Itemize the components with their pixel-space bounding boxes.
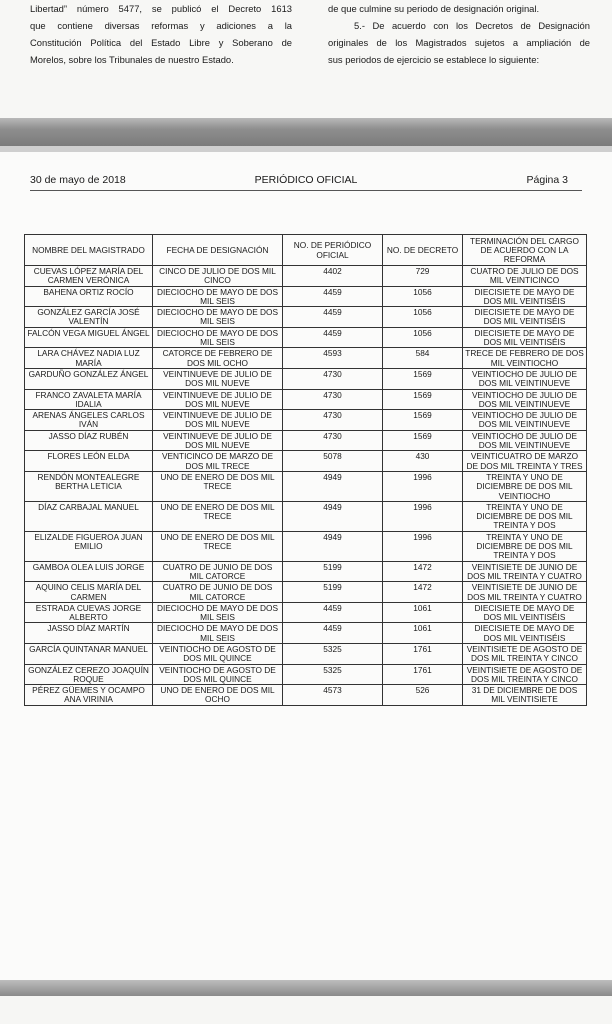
term-end-cell: VEINTIOCHO DE JULIO DE DOS MIL VEINTINUEVE [463,389,587,410]
table-header-row [25,235,587,266]
magistrate-name-cell: GONZÁLEZ GARCÍA JOSÉ VALENTÍN [25,307,153,328]
table-row [25,348,587,369]
periodico-number-cell: 4402 [283,266,383,287]
table-row [25,643,587,664]
periodico-number-cell: 5325 [283,643,383,664]
magistrate-name-cell: ELIZALDE FIGUEROA JUAN EMILIO [25,531,153,561]
text-line: sus periodos de ejercicio se establece lo siguiente: [328,54,540,65]
periodico-number-cell: 4459 [283,623,383,644]
periodico-number-cell: 4949 [283,531,383,561]
table-row [25,389,587,410]
designation-date-cell: DIECIOCHO DE MAYO DE DOS MIL SEIS [153,286,283,307]
table-row [25,430,587,451]
term-end-cell: TREINTA Y UNO DE DICIEMBRE DE DOS MIL TREINTA Y DOS [463,531,587,561]
table-row [25,410,587,431]
designation-date-cell: DIECIOCHO DE MAYO DE DOS MIL SEIS [153,623,283,644]
decree-number-cell: 1996 [383,531,463,561]
table-body [25,266,587,706]
periodico-number-cell: 4459 [283,307,383,328]
periodico-number-cell: 4730 [283,410,383,431]
periodico-number-cell: 4949 [283,501,383,531]
magistrate-name-cell: FRANCO ZAVALETA MARÍA IDALIA [25,389,153,410]
periodico-number-cell: 4730 [283,430,383,451]
text-line: 5.- De acuerdo con los Decretos de Designación [354,20,590,31]
decree-number-cell: 1761 [383,664,463,685]
text-line: originales de los Magistrados sujetos a ampliación de [328,37,590,48]
magistrate-name-cell: PÉREZ GÜEMES Y OCAMPO ANA VIRINIA [25,685,153,706]
magistrate-name-cell: GARCÍA QUINTANAR MANUEL [25,643,153,664]
table-row [25,664,587,685]
text-line: que contiene diversas reformas y adiciones a la [30,20,292,31]
term-end-cell: VEINTIOCHO DE JULIO DE DOS MIL VEINTINUEVE [463,410,587,431]
designation-date-cell: UNO DE ENERO DE DOS MIL TRECE [153,471,283,501]
column-header: TERMINACIÓN DEL CARGO DE ACUERDO CON LA REFORMA [463,235,587,266]
decree-number-cell: 1569 [383,368,463,389]
periodico-number-cell: 4593 [283,348,383,369]
column-header: NOMBRE DEL MAGISTRADO [25,235,153,266]
periodico-number-cell: 5325 [283,664,383,685]
magistrate-name-cell: AQUINO CELIS MARÍA DEL CARMEN [25,582,153,603]
previous-page-left-column [30,0,292,68]
periodico-number-cell: 4459 [283,327,383,348]
decree-number-cell: 1996 [383,471,463,501]
designation-date-cell: DIECIOCHO DE MAYO DE DOS MIL SEIS [153,307,283,328]
designation-date-cell: CUATRO DE JUNIO DE DOS MIL CATORCE [153,561,283,582]
term-end-cell: VEINTISIETE DE JUNIO DE DOS MIL TREINTA Y CUATRO [463,582,587,603]
term-end-cell: VEINTISIETE DE AGOSTO DE DOS MIL TREINTA Y CINCO [463,664,587,685]
designation-date-cell: VEINTINUEVE DE JULIO DE DOS MIL NUEVE [153,368,283,389]
periodico-number-cell: 4730 [283,368,383,389]
previous-page-fragment [0,0,612,118]
decree-number-cell: 1761 [383,643,463,664]
table-row [25,266,587,287]
header-rule [30,190,582,191]
magistrates-table [24,234,587,706]
designation-date-cell: UNO DE ENERO DE DOS MIL OCHO [153,685,283,706]
decree-number-cell: 1569 [383,410,463,431]
designation-date-cell: CUATRO DE JUNIO DE DOS MIL CATORCE [153,582,283,603]
table-row [25,602,587,623]
term-end-cell: CUATRO DE JULIO DE DOS MIL VEINTICINCO [463,266,587,287]
magistrate-name-cell: FALCÓN VEGA MIGUEL ÁNGEL [25,327,153,348]
table-row [25,685,587,706]
column-header: NO. DE PERIÓDICO OFICIAL [283,235,383,266]
decree-number-cell: 1472 [383,561,463,582]
table-row [25,451,587,472]
designation-date-cell: CINCO DE JULIO DE DOS MIL CINCO [153,266,283,287]
magistrate-name-cell: FLORES LEÓN ELDA [25,451,153,472]
table-row [25,501,587,531]
designation-date-cell: VENTICINCO DE MARZO DE DOS MIL TRECE [153,451,283,472]
table-row [25,623,587,644]
document-page [0,152,612,980]
decree-number-cell: 1569 [383,430,463,451]
designation-date-cell: VEINTINUEVE DE JULIO DE DOS MIL NUEVE [153,389,283,410]
term-end-cell: VEINTIOCHO DE JULIO DE DOS MIL VEINTINUEVE [463,368,587,389]
decree-number-cell: 1056 [383,286,463,307]
magistrate-name-cell: GONZÁLEZ CEREZO JOAQUÍN ROQUE [25,664,153,685]
table-row [25,286,587,307]
designation-date-cell: DIECIOCHO DE MAYO DE DOS MIL SEIS [153,602,283,623]
designation-date-cell: VEINTIOCHO DE AGOSTO DE DOS MIL QUINCE [153,664,283,685]
term-end-cell: DIECISIETE DE MAYO DE DOS MIL VEINTISÉIS [463,286,587,307]
designation-date-cell: UNO DE ENERO DE DOS MIL TRECE [153,501,283,531]
periodico-number-cell: 5199 [283,582,383,603]
term-end-cell: VEINTISIETE DE AGOSTO DE DOS MIL TREINTA Y CINCO [463,643,587,664]
term-end-cell: VEINTISIETE DE JUNIO DE DOS MIL TREINTA Y CUATRO [463,561,587,582]
term-end-cell: TRECE DE FEBRERO DE DOS MIL VEINTIOCHO [463,348,587,369]
header-date: 30 de mayo de 2018 [30,174,126,186]
table-row [25,471,587,501]
decree-number-cell: 584 [383,348,463,369]
magistrate-name-cell: LARA CHÁVEZ NADIA LUZ MARÍA [25,348,153,369]
header-page-number: Página 3 [526,174,568,186]
periodico-number-cell: 4459 [283,286,383,307]
periodico-number-cell: 4573 [283,685,383,706]
magistrate-name-cell: CUEVAS LÓPEZ MARÍA DEL CARMEN VERÓNICA [25,266,153,287]
term-end-cell: VEINTICUATRO DE MARZO DE DOS MIL TREINTA Y TRES [463,451,587,472]
table-row [25,327,587,348]
term-end-cell: DIECISIETE DE MAYO DE DOS MIL VEINTISÉIS [463,327,587,348]
table-row [25,531,587,561]
table-row [25,368,587,389]
periodico-number-cell: 4730 [283,389,383,410]
text-line: Morelos, sobre los Tribunales de nuestro Estado. [30,54,234,65]
term-end-cell: VEINTIOCHO DE JULIO DE DOS MIL VEINTINUEVE [463,430,587,451]
designation-date-cell: UNO DE ENERO DE DOS MIL TRECE [153,531,283,561]
periodico-number-cell: 4949 [283,471,383,501]
decree-number-cell: 430 [383,451,463,472]
designation-date-cell: VEINTINUEVE DE JULIO DE DOS MIL NUEVE [153,430,283,451]
decree-number-cell: 526 [383,685,463,706]
magistrate-name-cell: BAHENA ORTIZ ROCÍO [25,286,153,307]
decree-number-cell: 1996 [383,501,463,531]
magistrate-name-cell: ARENAS ÁNGELES CARLOS IVÁN [25,410,153,431]
page-separator [0,980,612,996]
table-row [25,582,587,603]
decree-number-cell: 1056 [383,307,463,328]
text-line: de que culmine su periodo de designación original. [328,3,540,14]
magistrate-name-cell: JASSO DÍAZ RUBÉN [25,430,153,451]
next-page-fragment [0,996,612,1024]
column-header: FECHA DE DESIGNACIÓN [153,235,283,266]
page-header [30,174,582,190]
designation-date-cell: VEINTIOCHO DE AGOSTO DE DOS MIL QUINCE [153,643,283,664]
decree-number-cell: 1569 [383,389,463,410]
term-end-cell: DIECISIETE DE MAYO DE DOS MIL VEINTISÉIS [463,602,587,623]
magistrate-name-cell: JASSO DÍAZ MARTÍN [25,623,153,644]
periodico-number-cell: 5199 [283,561,383,582]
text-line: Libertad” número 5477, se publicó el Decreto 1613 [30,3,292,14]
magistrate-name-cell: DÍAZ CARBAJAL MANUEL [25,501,153,531]
header-title: PERIÓDICO OFICIAL [254,174,358,186]
magistrate-name-cell: GAMBOA OLEA LUIS JORGE [25,561,153,582]
decree-number-cell: 1061 [383,623,463,644]
periodico-number-cell: 5078 [283,451,383,472]
table-row [25,307,587,328]
page-separator [0,118,612,146]
text-line: Constitución Política del Estado Libre y Soberano de [30,37,292,48]
periodico-number-cell: 4459 [283,602,383,623]
designation-date-cell: CATORCE DE FEBRERO DE DOS MIL OCHO [153,348,283,369]
table-row [25,561,587,582]
previous-page-right-column [328,0,590,68]
decree-number-cell: 1472 [383,582,463,603]
magistrate-name-cell: RENDÓN MONTEALEGRE BERTHA LETICIA [25,471,153,501]
designation-date-cell: DIECIOCHO DE MAYO DE DOS MIL SEIS [153,327,283,348]
term-end-cell: 31 DE DICIEMBRE DE DOS MIL VEINTISIETE [463,685,587,706]
designation-date-cell: VEINTINUEVE DE JULIO DE DOS MIL NUEVE [153,410,283,431]
term-end-cell: DIECISIETE DE MAYO DE DOS MIL VEINTISÉIS [463,307,587,328]
magistrate-name-cell: GARDUÑO GONZÁLEZ ÁNGEL [25,368,153,389]
magistrate-name-cell: ESTRADA CUEVAS JORGE ALBERTO [25,602,153,623]
term-end-cell: TREINTA Y UNO DE DICIEMBRE DE DOS MIL VEINTIOCHO [463,471,587,501]
decree-number-cell: 1061 [383,602,463,623]
column-header: NO. DE DECRETO [383,235,463,266]
term-end-cell: TREINTA Y UNO DE DICIEMBRE DE DOS MIL TREINTA Y DOS [463,501,587,531]
decree-number-cell: 1056 [383,327,463,348]
term-end-cell: DIECISIETE DE MAYO DE DOS MIL VEINTISÉIS [463,623,587,644]
decree-number-cell: 729 [383,266,463,287]
